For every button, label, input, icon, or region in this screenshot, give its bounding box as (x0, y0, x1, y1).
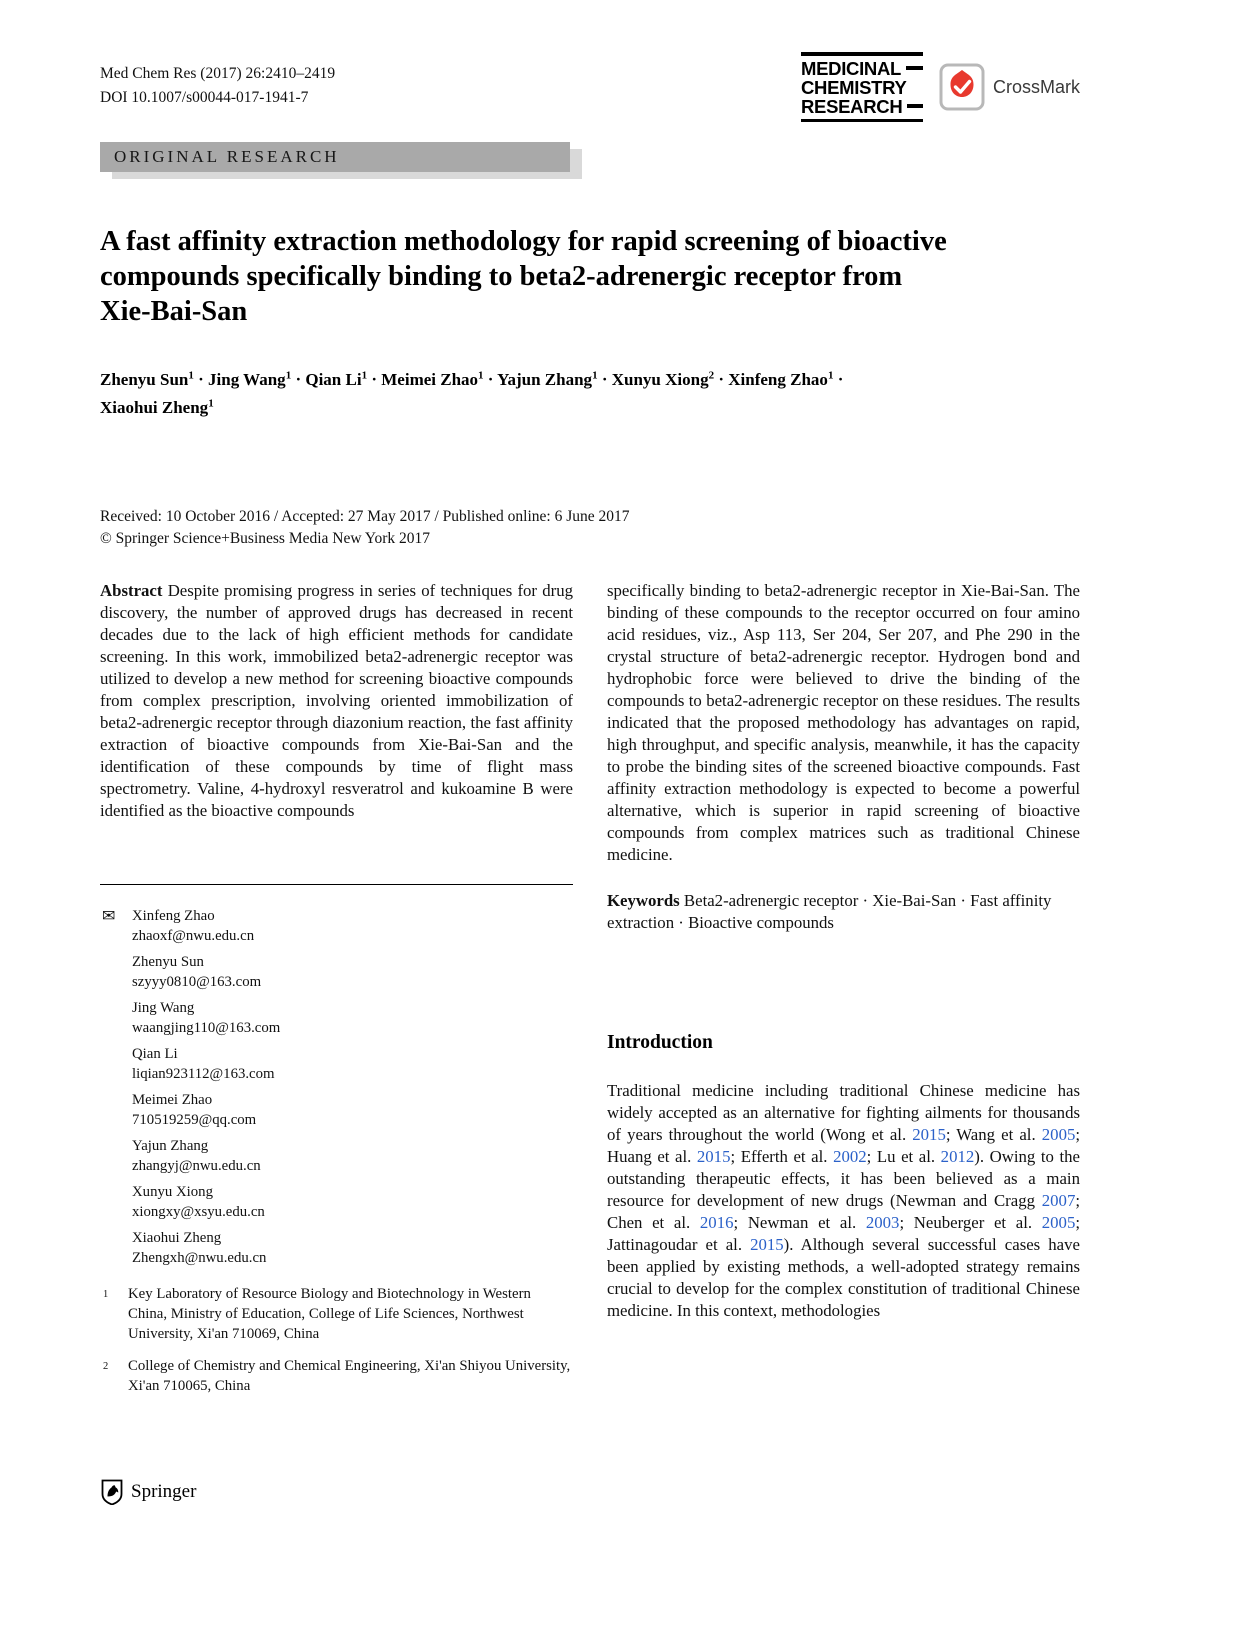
copyright-line: © Springer Science+Business Media New York 2017 (100, 530, 431, 548)
crossmark-icon (939, 63, 985, 111)
correspondence-entry (100, 1183, 573, 1222)
body-columns (100, 580, 1080, 1408)
keywords-paragraph (607, 890, 1080, 934)
contact-email[interactable]: xiongxy@xsyu.edu.cn (132, 1203, 265, 1220)
text-run: Traditional medicine including traditional Chinese medicine has widely accepted as an alternative for fighting ailments for thousands of years throughout the world (Wong et al. (607, 1081, 1080, 1145)
author-name: Jing Wang$^1$ (208, 369, 292, 389)
contact-email[interactable]: zhaoxf@nwu.edu.cn (132, 927, 255, 944)
text-run: ; Huang et al. (607, 1125, 1081, 1167)
text-run: ; Jattinagoudar et al. (607, 1213, 1080, 1255)
correspondence-entry (100, 953, 573, 992)
abstract-continuation: specifically binding to beta2-adrenergic receptor in Xie-Bai-San. The binding of these compounds to the receptor occurred on four amino acid residues, viz., Asp 113, Ser 204, Ser 207, and Phe 290 in the crystal structure of beta2-adrenergic receptor. Hydrogen bond and hydrophobic force were believed to drive the binding of the compounds to beta2-adrenergic receptor on these residues. The results indicated that the proposed methodology has advantages on rapid, high throughput, and specific analysis, meanwhile, it has the capacity to probe the binding sites of the screened bioactive compounds. Fast affinity extraction methodology is expected to become a powerful alternative, which is superior in rapid screening of bioactive compounds from complex matrices such as traditional Chinese medicine. (607, 581, 1080, 865)
contact-email[interactable]: szyyy0810@163.com (132, 973, 262, 990)
text-run: ; Efferth et al. (730, 1147, 834, 1167)
contact-name: Xunyu Xiong (132, 1184, 213, 1201)
journal-citation: Med Chem Res (2017) 26:2410–2419 (100, 65, 336, 82)
text-run: ; Wang et al. (945, 1125, 1042, 1145)
citation-link[interactable]: 2003 (865, 1213, 900, 1233)
left-column (100, 580, 573, 1408)
author-separator: · (597, 369, 612, 389)
author-separator: · (193, 369, 209, 389)
crossmark-label: CrossMark (992, 76, 1080, 97)
author-name: Xunyu Xiong$^2$ (611, 369, 715, 389)
keywords-text: Beta2-adrenergic receptor · Xie-Bai-San · Fast affinity extraction · Bioactive compounds (607, 891, 1052, 933)
contact-email[interactable]: zhangyj@nwu.edu.cn (132, 1157, 261, 1174)
author-name: Yajun Zhang$^1$ (497, 369, 598, 389)
author-separator: · (714, 369, 729, 389)
citation-link[interactable]: 2005 (1041, 1213, 1076, 1233)
contact-name: Yajun Zhang (132, 1138, 209, 1155)
correspondence-entry (100, 907, 573, 946)
correspondence-entry (100, 1091, 573, 1130)
correspondence-list (100, 907, 573, 1268)
contact-email[interactable]: waangjing110@163.com (132, 1019, 281, 1036)
springer-shield-icon (100, 1478, 124, 1505)
author-name: Qian Li$^1$ (305, 369, 368, 389)
author-name: Xiaohui Zheng$^1$ (100, 397, 214, 418)
citation-link[interactable]: 2002 (833, 1147, 867, 1167)
correspondence-entry (100, 1229, 573, 1268)
citation-link[interactable]: 2015 (912, 1125, 946, 1145)
publisher-name: Springer (131, 1480, 197, 1502)
contact-name: Jing Wang (132, 1000, 195, 1017)
logo-rule (907, 104, 923, 108)
keywords-label: Keywords (607, 891, 680, 911)
contact-name: Xiaohui Zheng (132, 1230, 222, 1247)
affiliation-text: College of Chemistry and Chemical Engineering, Xi'an Shiyou University, Xi'an 710065, China (128, 1358, 571, 1395)
received-accepted-line: Received: 10 October 2016 / Accepted: 27 May 2017 / Published online: 6 June 2017 (100, 508, 630, 526)
header-logos (801, 52, 1080, 122)
citation-link[interactable]: 2016 (699, 1213, 734, 1233)
citation-link[interactable]: 2005 (1041, 1125, 1076, 1145)
affiliation-list (100, 1284, 573, 1396)
logo-rule (906, 66, 923, 70)
author-name: Meimei Zhao$^1$ (381, 369, 484, 389)
footnote-rule (100, 884, 573, 885)
author-name: Xinfeng Zhao$^1$ (728, 369, 834, 389)
article-history (100, 506, 1080, 550)
author-separator: · (291, 369, 306, 389)
logo-rule (801, 119, 923, 123)
page-header (100, 57, 1080, 122)
doi: DOI 10.1007/s00044-017-1941-7 (100, 89, 309, 106)
author-list (100, 363, 865, 420)
contact-name: Zhenyu Sun (132, 954, 204, 971)
envelope-icon: ✉ (102, 908, 116, 926)
author-separator: · (833, 369, 844, 389)
right-column (607, 580, 1080, 1408)
correspondence-entry (100, 999, 573, 1038)
text-run: ; Neuberger et al. (899, 1213, 1042, 1233)
section-banner-label: ORIGINAL RESEARCH (114, 147, 340, 166)
journal-meta (100, 62, 335, 110)
text-run: ; Lu et al. (866, 1147, 941, 1167)
contact-name: Meimei Zhao (132, 1092, 213, 1109)
logo-word: RESEARCH (800, 95, 903, 117)
correspondence-entry (100, 1137, 573, 1176)
text-run: ; Newman et al. (733, 1213, 866, 1233)
correspondence-entry (100, 1045, 573, 1084)
affiliation-text: Key Laboratory of Resource Biology and Biotechnology in Western China, Ministry of Education, College of Life Sciences, Northwest University, Xi'an 710069, China (128, 1286, 531, 1343)
author-separator: · (367, 369, 382, 389)
affiliation: 1 Key Laboratory of Resource Biology and Biotechnology in Western China, Ministry of Education, College of Life Sciences, Northwest University, Xi'an 710069, China (103, 1286, 531, 1343)
contact-name: Xinfeng Zhao (132, 908, 215, 925)
citation-link[interactable]: 2015 (750, 1235, 784, 1255)
citation-link[interactable]: 2015 (696, 1147, 731, 1167)
article-title: A fast affinity extraction methodology for rapid screening of bioactive compounds specifically binding to beta2-adrenergic receptor from Xie-Bai-San (100, 226, 947, 327)
affiliation: 2 College of Chemistry and Chemical Engineering, Xi'an Shiyou University, Xi'an 710065, China (103, 1358, 571, 1395)
citation-link[interactable]: 2012 (940, 1147, 975, 1167)
contact-email[interactable]: Zhengxh@nwu.edu.cn (132, 1249, 267, 1266)
author-name: Zhenyu Sun$^1$ (100, 369, 194, 389)
introduction-heading: Introduction (607, 1032, 713, 1054)
author-separator: · (483, 369, 498, 389)
logo-word: CHEMISTRY (800, 76, 907, 98)
publisher-logo (100, 1478, 196, 1505)
abstract-paragraph (100, 580, 573, 822)
introduction-paragraph (607, 1080, 1080, 1322)
journal-logo (801, 52, 923, 122)
text-run: ; Chen et al. (607, 1191, 1080, 1233)
abstract-label: Abstract (100, 581, 163, 601)
contact-email[interactable]: liqian923112@163.com (132, 1065, 275, 1082)
text-run: ). Although several successful cases have been applied by existing methods, a well-adopted strategy remains crucial to develop for the complex constitution of traditional Chinese medicine. In this context, methodologies (607, 1235, 1080, 1321)
text-run: ). Owing to the outstanding therapeutic effects, it has been believed as a main resource for development of new drugs (Newman and Cragg (607, 1147, 1080, 1211)
crossmark-badge[interactable] (939, 63, 1080, 111)
abstract-text: Despite promising progress in series of techniques for drug discovery, the number of approved drugs has decreased in recent decades due to the lack of high efficient methods for candidate screening. In this work, immobilized beta2-adrenergic receptor was utilized to develop a new method for screening bioactive compounds from complex prescription, involving oriented immobilization of beta2-adrenergic receptor through diazonium reaction, the fast affinity extraction of bioactive compounds from Xie-Bai-San and the identification of these compounds by time of flight mass spectrometry. Valine, 4-hydroxyl resveratrol and kukoamine B were identified as the bioactive compounds (100, 581, 573, 821)
contact-email[interactable]: 710519259@qq.com (132, 1111, 257, 1128)
contact-name: Qian Li (132, 1046, 178, 1063)
logo-word: MEDICINAL (800, 57, 902, 79)
section-banner (100, 142, 570, 172)
logo-rule (801, 52, 923, 56)
citation-link[interactable]: 2007 (1041, 1191, 1076, 1211)
